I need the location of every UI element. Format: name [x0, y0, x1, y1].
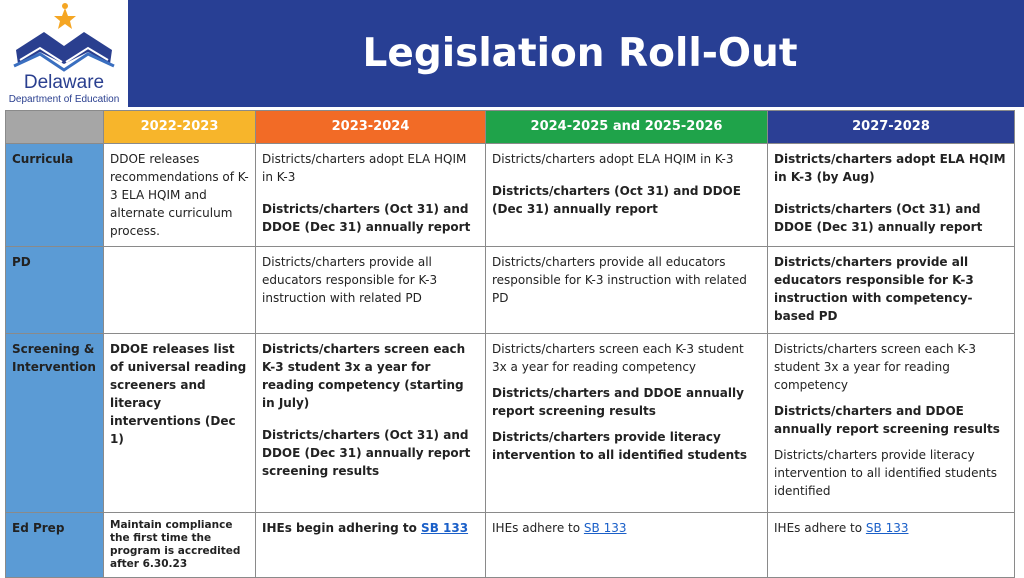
row-label-pd: PD	[6, 247, 104, 334]
cell-text: Maintain compliance the first time the program is accredited after 6.30.23	[110, 519, 241, 570]
cell-curricula-2022	[104, 144, 256, 247]
cell-edprep-2022	[104, 513, 256, 578]
cell-text: Districts/charters adopt ELA HQIM in K-3	[492, 152, 734, 166]
title-banner	[0, 0, 1024, 107]
cell-pd-2022	[104, 247, 256, 334]
cell-pd-2027	[768, 247, 1015, 334]
sb133-link[interactable]: SB 133	[583, 521, 627, 535]
column-header-2022-2023: 2022-2023	[104, 111, 256, 144]
logo[interactable]	[0, 0, 128, 107]
table-row-edprep	[6, 513, 1015, 578]
cell-screening-2022	[104, 334, 256, 513]
column-header-2024-2026: 2024-2025 and 2025-2026	[486, 111, 768, 144]
cell-screening-2027	[768, 334, 1015, 513]
cell-text: DDOE releases list of universal reading screeners and literacy interventions (Dec 1)	[110, 342, 247, 446]
cell-text: Districts/charters (Oct 31) and DDOE (Dec 31) annually report	[774, 202, 983, 234]
column-header-2023-2024: 2023-2024	[256, 111, 486, 144]
logo-department: Department of Education	[8, 94, 120, 105]
cell-text: Districts/charters provide all educators responsible for K-3 instruction with related PD	[262, 255, 438, 305]
cell-screening-2024	[486, 334, 768, 513]
page-title: Legislation Roll-Out	[362, 31, 798, 76]
table-row-pd	[6, 247, 1015, 334]
column-header-2027-2028: 2027-2028	[768, 111, 1015, 144]
cell-text: Districts/charters provide all educators responsible for K-3 instruction with competency-based PD	[774, 255, 974, 323]
cell-text: Districts/charters screen each K-3 student 3x a year for reading competency	[492, 342, 744, 374]
row-label-edprep: Ed Prep	[6, 513, 104, 578]
cell-edprep-2027	[768, 513, 1015, 578]
row-label-screening: Screening & Intervention	[6, 334, 104, 513]
cell-screening-2023	[256, 334, 486, 513]
cell-text: Districts/charters provide literacy intervention to all identified students	[492, 430, 748, 462]
cell-text: Districts/charters (Oct 31) and DDOE (Dec 31) annually report screening results	[262, 428, 471, 478]
cell-text: Districts/charters (Oct 31) and DDOE (Dec 31) annually report	[492, 184, 741, 216]
logo-name: Delaware	[23, 72, 105, 93]
cell-text: Districts/charters adopt ELA HQIM in K-3 (by Aug)	[774, 152, 1006, 184]
sb133-link[interactable]: SB 133	[865, 521, 909, 535]
sb133-link[interactable]: SB 133	[421, 521, 469, 535]
cell-text: Districts/charters screen each K-3 student 3x a year for reading competency	[774, 342, 977, 392]
header-row	[6, 111, 1015, 144]
cell-text: Districts/charters provide literacy intervention to all identified students identified	[774, 448, 998, 498]
cell-text: IHEs adhere to	[492, 521, 584, 535]
rollout-table	[5, 110, 1015, 578]
cell-pd-2023	[256, 247, 486, 334]
cell-text: Districts/charters provide all educators responsible for K-3 instruction with related PD	[492, 255, 747, 305]
cell-edprep-2023	[256, 513, 486, 578]
table-row-screening	[6, 334, 1015, 513]
cell-curricula-2023	[256, 144, 486, 247]
corner-cell	[6, 111, 104, 144]
cell-text: Districts/charters screen each K-3 student 3x a year for reading competency (starting in July)	[262, 342, 466, 410]
cell-edprep-2024	[486, 513, 768, 578]
book-star-logo-icon	[10, 2, 118, 74]
cell-text: DDOE releases recommendations of K-3 ELA HQIM and alternate curriculum process.	[110, 152, 249, 238]
cell-curricula-2024	[486, 144, 768, 247]
cell-text: Districts/charters and DDOE annually report screening results	[492, 386, 744, 418]
cell-text: Districts/charters (Oct 31) and DDOE (Dec 31) annually report	[262, 202, 471, 234]
cell-text: Districts/charters and DDOE annually report screening results	[774, 404, 1000, 436]
table-row-curricula	[6, 144, 1015, 247]
row-label-curricula: Curricula	[6, 144, 104, 247]
cell-text: Districts/charters adopt ELA HQIM in K-3	[262, 152, 467, 184]
cell-pd-2024	[486, 247, 768, 334]
cell-text: IHEs adhere to	[774, 521, 866, 535]
cell-curricula-2027	[768, 144, 1015, 247]
cell-text: IHEs begin adhering to	[262, 521, 422, 535]
